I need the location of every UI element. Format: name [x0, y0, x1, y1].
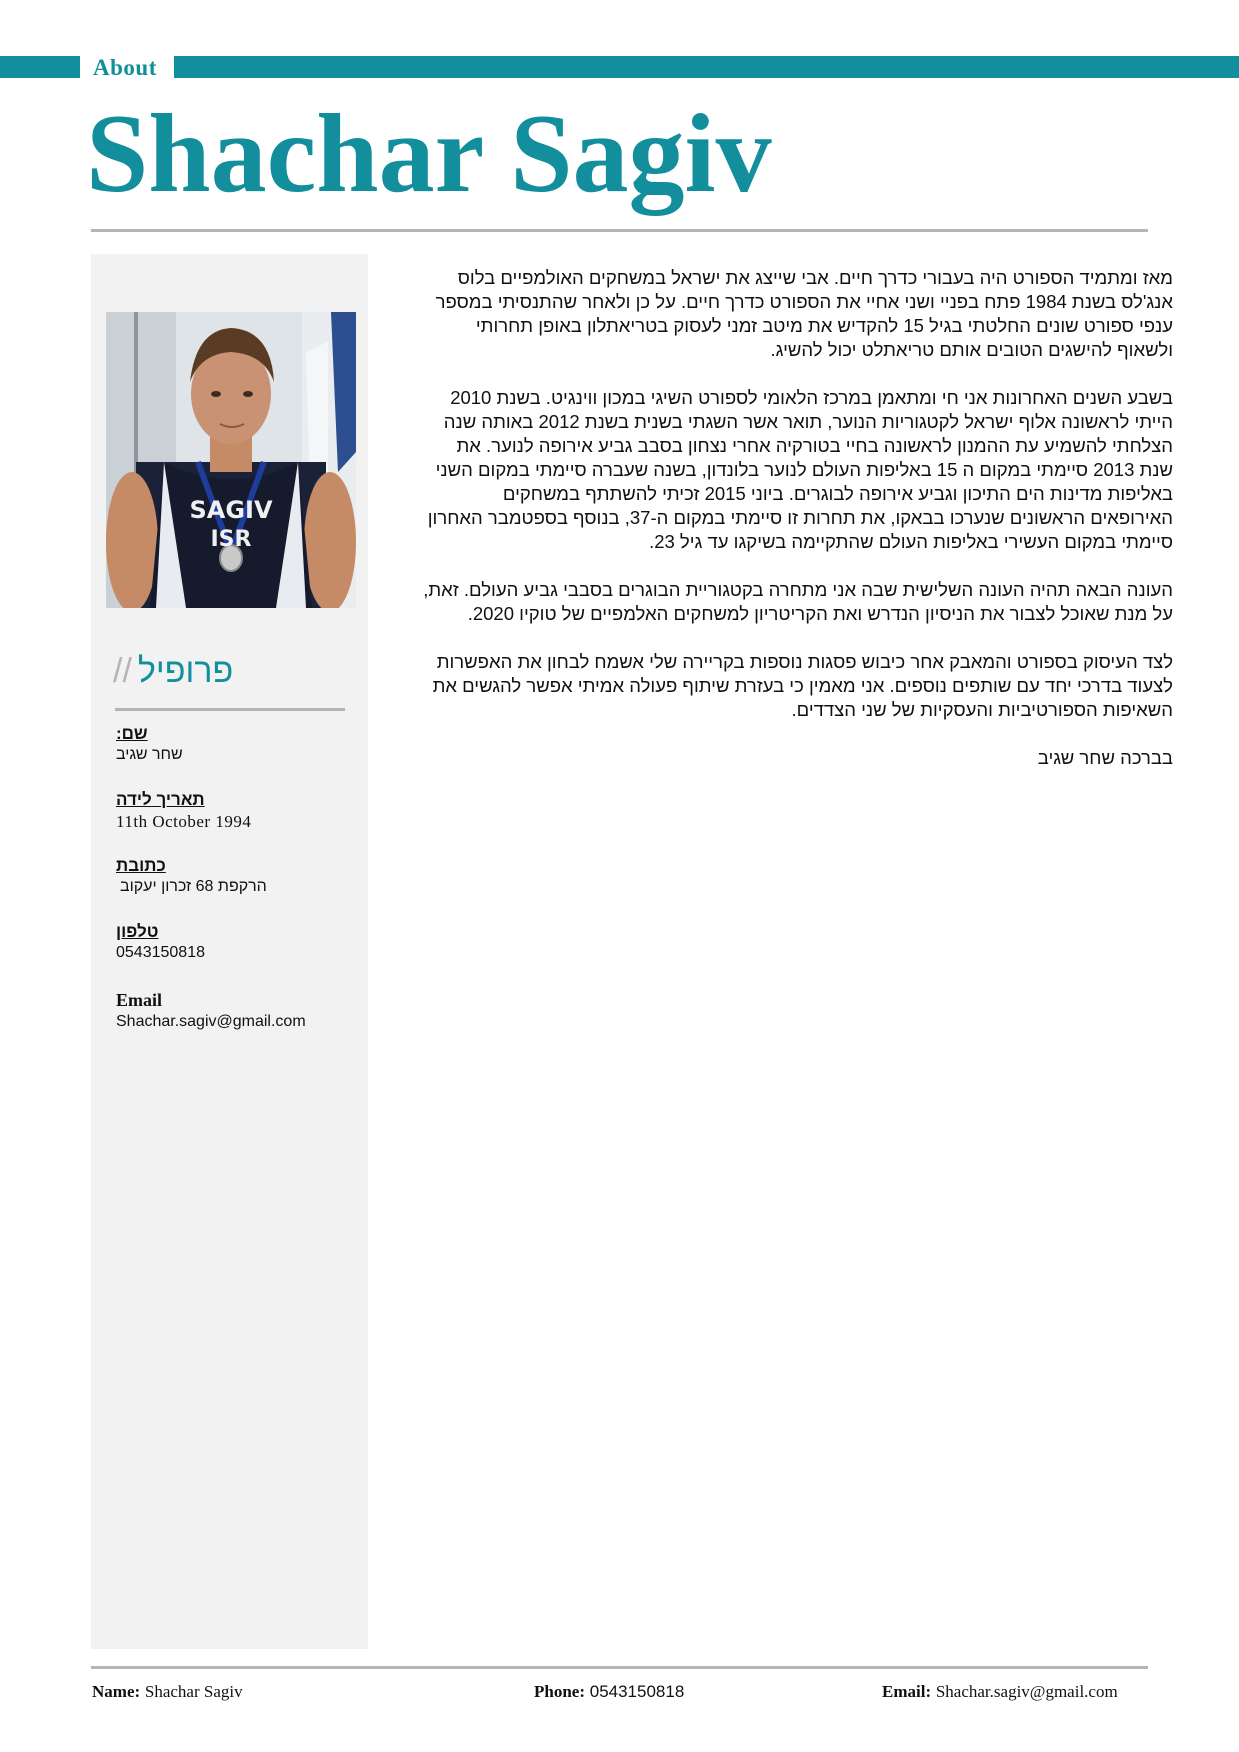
footer-phone-label: Phone: — [534, 1682, 585, 1701]
header-accent-bar-left — [0, 56, 80, 78]
field-name — [116, 724, 356, 764]
header-divider — [91, 229, 1148, 232]
bio-paragraph-2: בשבע השנים האחרונות אני חי ומתאמן במרכז הלאומי לספורט השיגי במכון ווינגיט. בשנת 2010 הייתי לראשונה אלוף ישראל לקטגוריות הנוער, תואר אשר השגתי בשנית בשנת 2012 באותה שנה הצלחתי להשמיע עת ההמנון לראשונה בחיי בטורקיה אחרי נצחון בסבב גביע אירופה לנוער. את שנת 2013 סיימתי במקום ה 15 באליפות העולם לנוער בלונדון, בשנה שעברה סיימתי במקום השני באליפות מדינות הים התיכון וגביע אירופה לבוגרים. ביוני 2015 זכיתי להשתתף במשחקים האירופאים הראשונים שנערכו בבאקו, את תחרות זו סיימתי במקום ה-37, בנוסף בספטמבר האחרון סיימתי במקום העשירי באליפות העולם שהתקיימה בשיקגו עד גיל 23. — [427, 387, 1173, 552]
field-phone — [116, 922, 356, 962]
field-email-label: Email — [116, 990, 163, 1010]
bio-signature: בברכה שחר שגיב — [1037, 747, 1173, 768]
athlete-portrait-image — [106, 312, 356, 608]
profile-photo — [106, 312, 356, 608]
sidebar-divider — [115, 708, 345, 711]
profile-heading — [113, 652, 323, 691]
singlet-text-top: SAGIV — [189, 496, 273, 524]
bio-text — [420, 266, 1173, 794]
bio-paragraph-1: מאז ומתמיד הספורט היה בעבורי כדרך חיים. אבי שייצג את ישראל במשחקים האולמפיים בלוס אנג'לס בשנת 1984 פתח בפניי ושני אחיי את הספורט כדרך חיים. על כן ולאחר שהתנסיתי במספר ענפי ספורט שונים החלטתי בגיל 15 להקדיש את מיטב זמני לעסוק בטריאתלון באופן תחרותי ולשאוף להישגים הטובים אותם טריאתלט יכול להשיג. — [435, 267, 1173, 360]
section-label: About — [93, 55, 157, 80]
footer-email-value[interactable]: Shachar.sagiv@gmail.com — [935, 1682, 1118, 1701]
footer-name-value: Shachar Sagiv — [144, 1682, 243, 1701]
header-accent-bar-right — [174, 56, 1239, 78]
page-title: Shachar Sagiv — [86, 92, 772, 216]
footer-email-label: Email: — [882, 1682, 932, 1701]
heading-slashes: // — [113, 652, 132, 690]
field-address-value: הרקפת 68 זכרון יעקוב — [120, 878, 267, 895]
footer-name-label: Name: — [92, 1682, 141, 1701]
field-email-value[interactable]: Shachar.sagiv@gmail.com — [116, 1013, 306, 1030]
field-phone-value[interactable]: 0543150818 — [116, 944, 205, 961]
field-birth-date-value: 11th October 1994 — [116, 812, 252, 831]
footer-divider — [91, 1666, 1148, 1669]
field-birth-date-label: תאריך לידה — [116, 790, 205, 809]
field-name-label: שם: — [116, 724, 148, 743]
bio-paragraph-3: העונה הבאה תהיה העונה השלישית שבה אני מתחרה בקטגוריית הבוגרים בסבבי גביע העולם. זאת, על מנת שאוכל לצבור את הניסיון הנדרש ואת הקריטריון למשחקים האלמפיים של טוקיו 2020. — [423, 579, 1173, 624]
profile-heading-text: פרופיל — [137, 652, 234, 690]
field-phone-label: טלפון — [116, 922, 159, 941]
singlet-text-bottom: ISR — [210, 527, 252, 552]
footer-phone-value[interactable]: 0543150818 — [589, 1682, 685, 1701]
footer-phone — [534, 1682, 684, 1702]
field-address-label: כתובת — [116, 856, 166, 875]
footer-name — [92, 1682, 243, 1702]
field-address — [116, 856, 356, 896]
field-name-value: שחר שגיב — [116, 746, 183, 763]
footer-email — [882, 1682, 1118, 1702]
field-email — [116, 990, 356, 1031]
bio-paragraph-4: לצד העיסוק בספורט והמאבק אחר כיבוש פסגות נוספות בקריירה שלי אשמח לבחון את האפשרות לצעוד בדרכי יחד עם שותפים נוספים. אני מאמין כי בעזרת שיתוף פעולה אמיתי אפשר להגשים את השאיפות הספורטיביות והעסקיות של שני הצדדים. — [432, 651, 1173, 720]
field-birth-date — [116, 790, 356, 832]
